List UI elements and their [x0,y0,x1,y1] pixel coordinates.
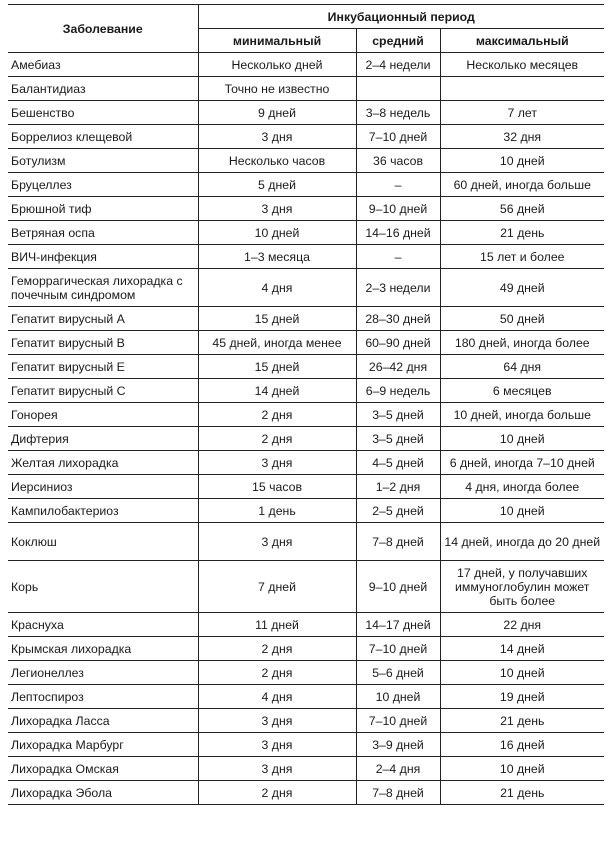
cell-disease: Амебиаз [8,53,198,77]
cell-avg: 2–4 дня [356,757,440,781]
table-row [8,197,604,221]
table-row [8,661,604,685]
cell-avg: – [356,245,440,269]
cell-avg: 60–90 дней [356,331,440,355]
cell-avg: 36 часов [356,149,440,173]
cell-min: 2 дня [198,661,356,685]
cell-avg: 14–17 дней [356,613,440,637]
cell-avg: – [356,173,440,197]
cell-disease: Бруцеллез [8,173,198,197]
table-row [8,173,604,197]
table-row [8,637,604,661]
cell-min: 10 дней [198,221,356,245]
cell-min: 15 дней [198,307,356,331]
cell-min: 3 дня [198,451,356,475]
col-header-max: максимальный [440,29,604,53]
table-row [8,355,604,379]
cell-min: 2 дня [198,427,356,451]
cell-avg: 3–5 дней [356,403,440,427]
cell-avg: 3–8 недель [356,101,440,125]
cell-disease: Гонорея [8,403,198,427]
cell-avg: 1–2 дня [356,475,440,499]
cell-avg: 7–8 дней [356,523,440,561]
cell-max: 10 дней [440,661,604,685]
cell-max: 49 дней [440,269,604,307]
table-row [8,331,604,355]
cell-min: 5 дней [198,173,356,197]
cell-max: Несколько месяцев [440,53,604,77]
cell-disease: Балантидиаз [8,77,198,101]
col-header-min: минимальный [198,29,356,53]
cell-avg: 5–6 дней [356,661,440,685]
cell-min: 14 дней [198,379,356,403]
cell-disease: Легионеллез [8,661,198,685]
cell-avg: 7–10 дней [356,709,440,733]
cell-max: 15 лет и более [440,245,604,269]
table-row [8,523,604,561]
table-row [8,499,604,523]
cell-avg: 7–10 дней [356,125,440,149]
cell-disease: Гепатит вирусный Е [8,355,198,379]
table-row [8,307,604,331]
cell-avg: 14–16 дней [356,221,440,245]
cell-min: 15 дней [198,355,356,379]
cell-min: 1 день [198,499,356,523]
table-row [8,149,604,173]
cell-avg: 6–9 недель [356,379,440,403]
cell-avg: 7–10 дней [356,637,440,661]
cell-min: 7 дней [198,561,356,613]
table-row [8,427,604,451]
cell-min: 3 дня [198,197,356,221]
cell-max: 7 лет [440,101,604,125]
cell-min: 2 дня [198,781,356,805]
cell-min: 2 дня [198,637,356,661]
cell-disease: Корь [8,561,198,613]
cell-disease: Лихорадка Омская [8,757,198,781]
cell-disease: Желтая лихорадка [8,451,198,475]
cell-avg: 2–4 недели [356,53,440,77]
table-row [8,53,604,77]
cell-max: 14 дней, иногда до 20 дней [440,523,604,561]
cell-min: 9 дней [198,101,356,125]
cell-max: 10 дней [440,149,604,173]
table-row [8,269,604,307]
cell-disease: Лихорадка Ласса [8,709,198,733]
cell-min: 3 дня [198,757,356,781]
cell-max: 32 дня [440,125,604,149]
cell-disease: Брюшной тиф [8,197,198,221]
table-row [8,733,604,757]
cell-max: 10 дней [440,757,604,781]
cell-min: 15 часов [198,475,356,499]
cell-max: 6 дней, иногда 7–10 дней [440,451,604,475]
cell-avg: 9–10 дней [356,197,440,221]
cell-disease: Гепатит вирусный А [8,307,198,331]
cell-min: 1–3 месяца [198,245,356,269]
cell-disease: Иерсиниоз [8,475,198,499]
cell-min: 3 дня [198,125,356,149]
cell-disease: Ботулизм [8,149,198,173]
cell-min: 4 дня [198,269,356,307]
cell-avg: 10 дней [356,685,440,709]
cell-disease: Крымская лихорадка [8,637,198,661]
cell-disease: Лептоспироз [8,685,198,709]
cell-avg: 3–5 дней [356,427,440,451]
cell-disease: Гепатит вирусный С [8,379,198,403]
cell-min: 3 дня [198,709,356,733]
cell-max: 10 дней [440,427,604,451]
cell-disease: Лихорадка Эбола [8,781,198,805]
cell-disease: Коклюш [8,523,198,561]
table-row [8,379,604,403]
col-header-disease: Заболевание [8,5,198,53]
cell-min: 4 дня [198,685,356,709]
cell-max: 17 дней, у получавших иммуноглобулин может быть более [440,561,604,613]
table-row [8,757,604,781]
cell-max: 16 дней [440,733,604,757]
cell-max: 64 дня [440,355,604,379]
cell-max: 22 дня [440,613,604,637]
cell-max: 21 день [440,221,604,245]
cell-avg: 28–30 дней [356,307,440,331]
cell-avg: 2–3 недели [356,269,440,307]
cell-avg: 3–9 дней [356,733,440,757]
cell-disease: Боррелиоз клещевой [8,125,198,149]
cell-max: 14 дней [440,637,604,661]
cell-max [440,77,604,101]
cell-min: 45 дней, иногда менее [198,331,356,355]
cell-min: Несколько дней [198,53,356,77]
cell-max: 180 дней, иногда более [440,331,604,355]
cell-disease: Бешенство [8,101,198,125]
cell-max: 21 день [440,781,604,805]
cell-avg [356,77,440,101]
table-row [8,781,604,805]
cell-avg: 26–42 дня [356,355,440,379]
col-header-avg: средний [356,29,440,53]
cell-avg: 4–5 дней [356,451,440,475]
cell-disease: ВИЧ-инфекция [8,245,198,269]
table-row [8,245,604,269]
cell-max: 10 дней, иногда больше [440,403,604,427]
cell-disease: Краснуха [8,613,198,637]
col-header-incubation: Инкубационный период [198,5,604,29]
cell-max: 60 дней, иногда больше [440,173,604,197]
table-row [8,561,604,613]
cell-max: 19 дней [440,685,604,709]
cell-min: Точно не известно [198,77,356,101]
table-row [8,709,604,733]
cell-avg: 2–5 дней [356,499,440,523]
table-row [8,613,604,637]
cell-disease: Ветряная оспа [8,221,198,245]
table-row [8,77,604,101]
table-row [8,403,604,427]
cell-disease: Кампилобактериоз [8,499,198,523]
cell-max: 10 дней [440,499,604,523]
cell-disease: Геморрагическая лихорадка с почечным синдромом [8,269,198,307]
cell-disease: Дифтерия [8,427,198,451]
cell-min: 11 дней [198,613,356,637]
table-row [8,475,604,499]
cell-max: 6 месяцев [440,379,604,403]
table-row [8,221,604,245]
cell-avg: 7–8 дней [356,781,440,805]
cell-min: Несколько часов [198,149,356,173]
table-row [8,685,604,709]
table-row [8,101,604,125]
table-row [8,451,604,475]
table-row [8,125,604,149]
cell-min: 3 дня [198,733,356,757]
cell-avg: 9–10 дней [356,561,440,613]
cell-min: 2 дня [198,403,356,427]
incubation-table [8,4,604,805]
cell-disease: Лихорадка Марбург [8,733,198,757]
cell-max: 56 дней [440,197,604,221]
header-row-1 [8,5,604,29]
cell-min: 3 дня [198,523,356,561]
cell-max: 21 день [440,709,604,733]
cell-max: 50 дней [440,307,604,331]
cell-max: 4 дня, иногда более [440,475,604,499]
cell-disease: Гепатит вирусный В [8,331,198,355]
